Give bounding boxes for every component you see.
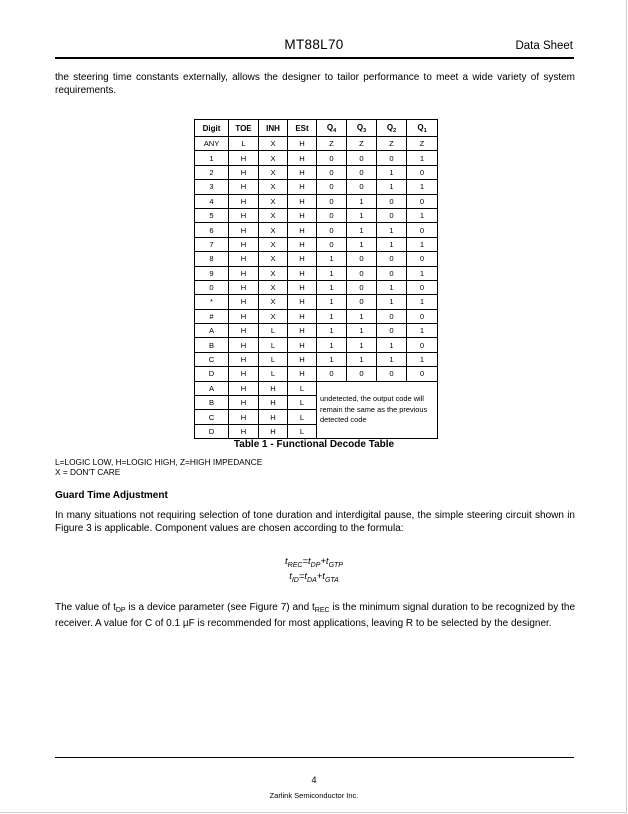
table-cell: H (229, 208, 259, 222)
table-header-cell: $Q_1$ (407, 120, 438, 137)
guard-time-paragraph: In many situations not requiring selection of tone duration and interdigital pause, the simple steering circuit shown in Figure 3 is applicable. Component values are chosen according to the formula: (55, 510, 575, 534)
table-cell: 9 (195, 266, 229, 280)
table-cell: 1 (377, 295, 407, 309)
table-cell: H (288, 137, 317, 151)
table-header-cell: INH (259, 120, 288, 137)
table-cell: H (288, 151, 317, 165)
table-cell: 0 (407, 165, 438, 179)
table-cell: X (259, 295, 288, 309)
table-cell: H (288, 252, 317, 266)
table-cell: 0 (317, 237, 347, 251)
table-cell: H (288, 295, 317, 309)
table-cell: 0 (195, 280, 229, 294)
table-cell: 1 (317, 352, 347, 366)
table-cell: 0 (317, 194, 347, 208)
table-row (195, 295, 438, 309)
table-cell: H (229, 338, 259, 352)
table-header-cell: ESt (288, 120, 317, 137)
document-title: MT88L70 (284, 37, 344, 52)
table-cell: H (229, 237, 259, 251)
legend-line-dont-care: X = DON'T CARE (55, 466, 121, 477)
table-header-cell: $Q_2$ (377, 120, 407, 137)
table-cell: 1 (195, 151, 229, 165)
table-row (195, 381, 438, 395)
table-row (195, 165, 438, 179)
intro-paragraph: the steering time constants externally, allows the designer to tailor performance to meet a wide variety of system requirements. (55, 72, 575, 96)
table-cell: 1 (407, 151, 438, 165)
table-cell: 3 (195, 180, 229, 194)
table-cell: H (229, 280, 259, 294)
table-cell: 0 (407, 223, 438, 237)
table-cell: 1 (377, 180, 407, 194)
table-cell: 0 (347, 280, 377, 294)
table-cell: H (288, 208, 317, 222)
page-number: 4 (311, 775, 317, 785)
table-cell: 1 (317, 266, 347, 280)
table-cell: 0 (347, 252, 377, 266)
table-cell: H (288, 165, 317, 179)
table-cell: 1 (377, 223, 407, 237)
table-row (195, 367, 438, 381)
table-cell: X (259, 208, 288, 222)
table-cell: 7 (195, 237, 229, 251)
table-cell: 0 (317, 208, 347, 222)
table-cell: 1 (347, 324, 377, 338)
table-cell: C (195, 352, 229, 366)
table-cell: L (229, 137, 259, 151)
table-cell: H (288, 180, 317, 194)
table-cell: X (259, 223, 288, 237)
table-cell: L (259, 324, 288, 338)
table-cell: 0 (407, 280, 438, 294)
table-cell: 0 (407, 367, 438, 381)
table-cell: H (229, 223, 259, 237)
table-cell: H (288, 324, 317, 338)
table-cell: H (288, 367, 317, 381)
table-row (195, 151, 438, 165)
table-header-cell: $Q_4$ (317, 120, 347, 137)
table-header-cell: $Q_3$ (347, 120, 377, 137)
table-cell: H (229, 352, 259, 366)
table-cell: H (288, 338, 317, 352)
table-cell: H (229, 194, 259, 208)
table-cell: 1 (317, 252, 347, 266)
table-cell: Z (407, 137, 438, 151)
table-cell: H (229, 151, 259, 165)
table-cell: 0 (347, 266, 377, 280)
table-cell: H (229, 266, 259, 280)
table-cell: 1 (407, 180, 438, 194)
table-cell: H (229, 410, 259, 424)
table-cell: L (259, 352, 288, 366)
table-header-cell: Digit (195, 120, 229, 137)
table-cell: L (288, 410, 317, 424)
table-cell: L (288, 396, 317, 410)
table-row (195, 237, 438, 251)
table-row (195, 338, 438, 352)
table-cell: X (259, 309, 288, 323)
table-cell: X (259, 237, 288, 251)
table-cell: H (229, 295, 259, 309)
functional-decode-table (194, 119, 438, 439)
table-cell: L (288, 381, 317, 395)
table-cell: 0 (347, 151, 377, 165)
table-cell: H (229, 309, 259, 323)
legend-line-logic: L=LOGIC LOW, H=LOGIC HIGH, Z=HIGH IMPEDANCE (55, 457, 263, 467)
table-row (195, 223, 438, 237)
table-cell: 0 (317, 223, 347, 237)
table-row (195, 280, 438, 294)
table-row (195, 208, 438, 222)
table-cell: X (259, 280, 288, 294)
table-cell: X (259, 151, 288, 165)
table-cell: 1 (317, 280, 347, 294)
table-cell: 0 (407, 309, 438, 323)
table-cell: 0 (407, 252, 438, 266)
table-cell: 0 (377, 266, 407, 280)
table-caption: Table 1 - Functional Decode Table (233, 439, 395, 450)
table-cell: H (288, 309, 317, 323)
table-cell: 1 (407, 295, 438, 309)
table-cell: 1 (347, 338, 377, 352)
table-cell: 1 (377, 280, 407, 294)
table-cell: 1 (377, 165, 407, 179)
table-cell: 1 (407, 208, 438, 222)
table-cell: H (288, 237, 317, 251)
table-legend (55, 458, 262, 477)
table-cell: B (195, 396, 229, 410)
table-cell: 0 (347, 367, 377, 381)
table-cell: Z (377, 137, 407, 151)
table-row (195, 309, 438, 323)
table-cell: 1 (317, 295, 347, 309)
formula-tid: $t_{ID}=t_{DA}+t_{GTA}$ (289, 571, 339, 584)
table-cell: Z (317, 137, 347, 151)
table-cell: H (229, 367, 259, 381)
table-cell: 0 (377, 309, 407, 323)
table-cell: 1 (347, 237, 377, 251)
table-cell: X (259, 137, 288, 151)
table-cell: X (259, 165, 288, 179)
table-header-row (195, 120, 438, 137)
table-cell: H (229, 180, 259, 194)
table-cell: 0 (377, 252, 407, 266)
table-cell: L (259, 338, 288, 352)
table-cell: 1 (377, 338, 407, 352)
table-cell: 0 (317, 367, 347, 381)
table-cell: 1 (407, 352, 438, 366)
table-cell: D (195, 367, 229, 381)
table-row (195, 266, 438, 280)
table-cell: 0 (317, 180, 347, 194)
document-type: Data Sheet (515, 40, 573, 52)
table-row (195, 180, 438, 194)
header-rule (55, 57, 574, 59)
table-cell: 1 (347, 352, 377, 366)
table-cell: H (259, 396, 288, 410)
table-cell: 1 (377, 237, 407, 251)
table-cell: H (259, 381, 288, 395)
table-cell: 1 (407, 324, 438, 338)
table-row (195, 324, 438, 338)
table-cell: X (259, 194, 288, 208)
table-cell: 0 (317, 151, 347, 165)
table-cell: H (288, 352, 317, 366)
table-body (195, 137, 438, 439)
component-value-paragraph: The value of $t_{DP}$ is a device parameter (see Figure 7) and $t_{REC}$ is the minimum signal duration to be recognized by the receiver. A value for C of 0.1 µF is recommended for most applications, leaving R to be selected by the designer. (55, 602, 576, 629)
table-cell: 1 (377, 352, 407, 366)
table-cell: 0 (407, 194, 438, 208)
table-cell: 6 (195, 223, 229, 237)
table-cell: H (229, 252, 259, 266)
table-cell: H (229, 324, 259, 338)
table-cell: 0 (377, 208, 407, 222)
table-cell: C (195, 410, 229, 424)
table-cell: 0 (377, 367, 407, 381)
table-cell: 2 (195, 165, 229, 179)
table-cell: 1 (347, 208, 377, 222)
table-cell: 1 (407, 237, 438, 251)
table-cell: 1 (317, 309, 347, 323)
table-row (195, 137, 438, 151)
table-row (195, 194, 438, 208)
table-cell: * (195, 295, 229, 309)
table-cell: H (229, 424, 259, 438)
table-cell: X (259, 252, 288, 266)
table-cell: 0 (317, 165, 347, 179)
table-cell: # (195, 309, 229, 323)
table-cell: A (195, 324, 229, 338)
table-cell: B (195, 338, 229, 352)
table-cell: H (229, 396, 259, 410)
table-cell: 1 (317, 324, 347, 338)
table-cell: 0 (347, 180, 377, 194)
table-cell: H (229, 165, 259, 179)
table-cell: A (195, 381, 229, 395)
table-cell: ANY (195, 137, 229, 151)
table-cell: 5 (195, 208, 229, 222)
table-cell: 0 (347, 295, 377, 309)
table-cell: X (259, 180, 288, 194)
table-cell: 0 (377, 324, 407, 338)
table-cell: 1 (347, 223, 377, 237)
table-cell: 0 (377, 194, 407, 208)
table-cell: 1 (317, 338, 347, 352)
table-cell: H (229, 381, 259, 395)
table-cell: 0 (377, 151, 407, 165)
table-note: undetected, the output code will remain the same as the previous detected code (317, 381, 438, 439)
table-cell: H (259, 410, 288, 424)
table-cell: D (195, 424, 229, 438)
table-cell: Z (347, 137, 377, 151)
table-cell: L (288, 424, 317, 438)
table-cell: 4 (195, 194, 229, 208)
table-cell: H (288, 223, 317, 237)
table-cell: X (259, 266, 288, 280)
table-cell: 1 (347, 194, 377, 208)
table-cell: H (288, 280, 317, 294)
footer-rule (55, 757, 574, 758)
table-cell: 1 (407, 266, 438, 280)
table-cell: H (288, 266, 317, 280)
table-cell: 1 (347, 309, 377, 323)
company-name: Zarlink Semiconductor Inc. (269, 791, 359, 800)
table-row (195, 252, 438, 266)
table-cell: 0 (347, 165, 377, 179)
table-cell: H (288, 194, 317, 208)
table-header-cell: TOE (229, 120, 259, 137)
section-heading: Guard Time Adjustment (55, 490, 168, 501)
formula-trec: $t_{REC}=t_{DP}+t_{GTP}$ (285, 556, 343, 569)
table-cell: 0 (407, 338, 438, 352)
table-cell: L (259, 367, 288, 381)
table-cell: H (259, 424, 288, 438)
table-cell: 8 (195, 252, 229, 266)
table-row (195, 352, 438, 366)
